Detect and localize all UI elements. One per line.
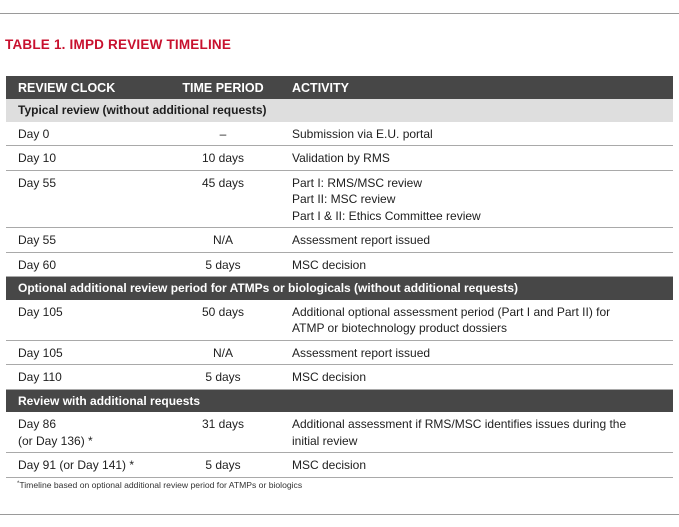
cell-time-period: 50 days: [164, 300, 282, 341]
cell-review-clock: [6, 228, 164, 253]
table-row: [6, 453, 673, 478]
review-clock-text: Day 105: [18, 304, 63, 319]
section-label: Typical review (without additional requests): [6, 99, 673, 122]
review-timeline-table: [6, 76, 673, 478]
cell-time-period: 5 days: [164, 365, 282, 390]
cell-review-clock: [6, 252, 164, 277]
table-row: [6, 252, 673, 277]
cell-review-clock: [6, 146, 164, 171]
activity-text: MSC decision: [292, 458, 367, 472]
cell-review-clock: [6, 365, 164, 390]
cell-review-clock: [6, 122, 164, 146]
table-row: [6, 365, 673, 390]
section-label: Optional additional review period for ATMPs or biologicals (without additional requests): [6, 277, 673, 300]
activity-text: Validation by RMS: [292, 151, 390, 165]
cell-activity: [282, 146, 673, 171]
table-title: TABLE 1. IMPD REVIEW TIMELINE: [5, 37, 232, 52]
section-label: Review with additional requests: [6, 389, 673, 412]
cell-activity: [282, 412, 673, 453]
top-rule: [0, 13, 679, 14]
activity-text: Assessment report issued: [292, 233, 431, 247]
cell-time-period: 5 days: [164, 252, 282, 277]
table-body: [6, 99, 673, 477]
table-row: [6, 412, 673, 453]
header-time-period: TIME PERIOD: [164, 76, 282, 99]
header-review-clock: REVIEW CLOCK: [6, 76, 164, 99]
header-activity: ACTIVITY: [282, 76, 673, 99]
cell-activity: [282, 340, 673, 365]
section-row: [6, 389, 673, 412]
review-clock-text: Day 10: [18, 151, 57, 165]
cell-time-period: –: [164, 122, 282, 146]
cell-time-period: 45 days: [164, 170, 282, 228]
table-row: [6, 170, 673, 228]
cell-activity: [282, 453, 673, 478]
review-clock-text: (or Day 136) *: [18, 433, 93, 448]
cell-time-period: 10 days: [164, 146, 282, 171]
table-row: [6, 300, 673, 341]
review-clock-text: Day 86: [18, 417, 57, 431]
activity-text: Part I: RMS/MSC review: [292, 175, 423, 190]
cell-review-clock: [6, 170, 164, 228]
cell-time-period: N/A: [164, 340, 282, 365]
review-clock-text: Day 0: [18, 126, 50, 141]
cell-activity: [282, 300, 673, 341]
activity-text: Part II: MSC review: [292, 192, 396, 206]
section-row: [6, 277, 673, 300]
table-row: [6, 122, 673, 146]
activity-text: Assessment report issued: [292, 345, 431, 360]
table-row: [6, 146, 673, 171]
activity-text: MSC decision: [292, 370, 367, 384]
activity-text: initial review: [292, 433, 358, 448]
cell-activity: [282, 252, 673, 277]
cell-time-period: N/A: [164, 228, 282, 253]
header-row: [6, 76, 673, 99]
cell-activity: [282, 122, 673, 146]
review-clock-text: Day 55: [18, 175, 57, 190]
cell-review-clock: [6, 340, 164, 365]
table-row: [6, 340, 673, 365]
activity-text: Part I & II: Ethics Committee review: [292, 208, 481, 223]
cell-review-clock: [6, 453, 164, 478]
footnote-text: Timeline based on optional additional review period for ATMPs or biologics: [19, 480, 303, 490]
table-row: [6, 228, 673, 253]
cell-activity: [282, 228, 673, 253]
review-clock-text: Day 55: [18, 233, 57, 247]
review-clock-text: Day 91 (or Day 141) *: [18, 458, 135, 472]
cell-review-clock: [6, 300, 164, 341]
footnote: [17, 480, 302, 490]
cell-activity: [282, 365, 673, 390]
activity-text: MSC decision: [292, 257, 367, 272]
cell-activity: [282, 170, 673, 228]
footnote-mark: *: [17, 481, 20, 487]
review-clock-text: Day 105: [18, 345, 63, 360]
cell-time-period: 31 days: [164, 412, 282, 453]
cell-review-clock: [6, 412, 164, 453]
cell-time-period: 5 days: [164, 453, 282, 478]
activity-text: ATMP or biotechnology product dossiers: [292, 321, 507, 335]
bottom-rule: [0, 514, 679, 515]
review-clock-text: Day 60: [18, 257, 57, 272]
activity-text: Submission via E.U. portal: [292, 126, 433, 141]
activity-text: Additional optional assessment period (Part I and Part II) for: [292, 304, 611, 319]
activity-text: Additional assessment if RMS/MSC identifies issues during the: [292, 417, 627, 431]
section-row: [6, 99, 673, 122]
review-clock-text: Day 110: [18, 370, 62, 384]
